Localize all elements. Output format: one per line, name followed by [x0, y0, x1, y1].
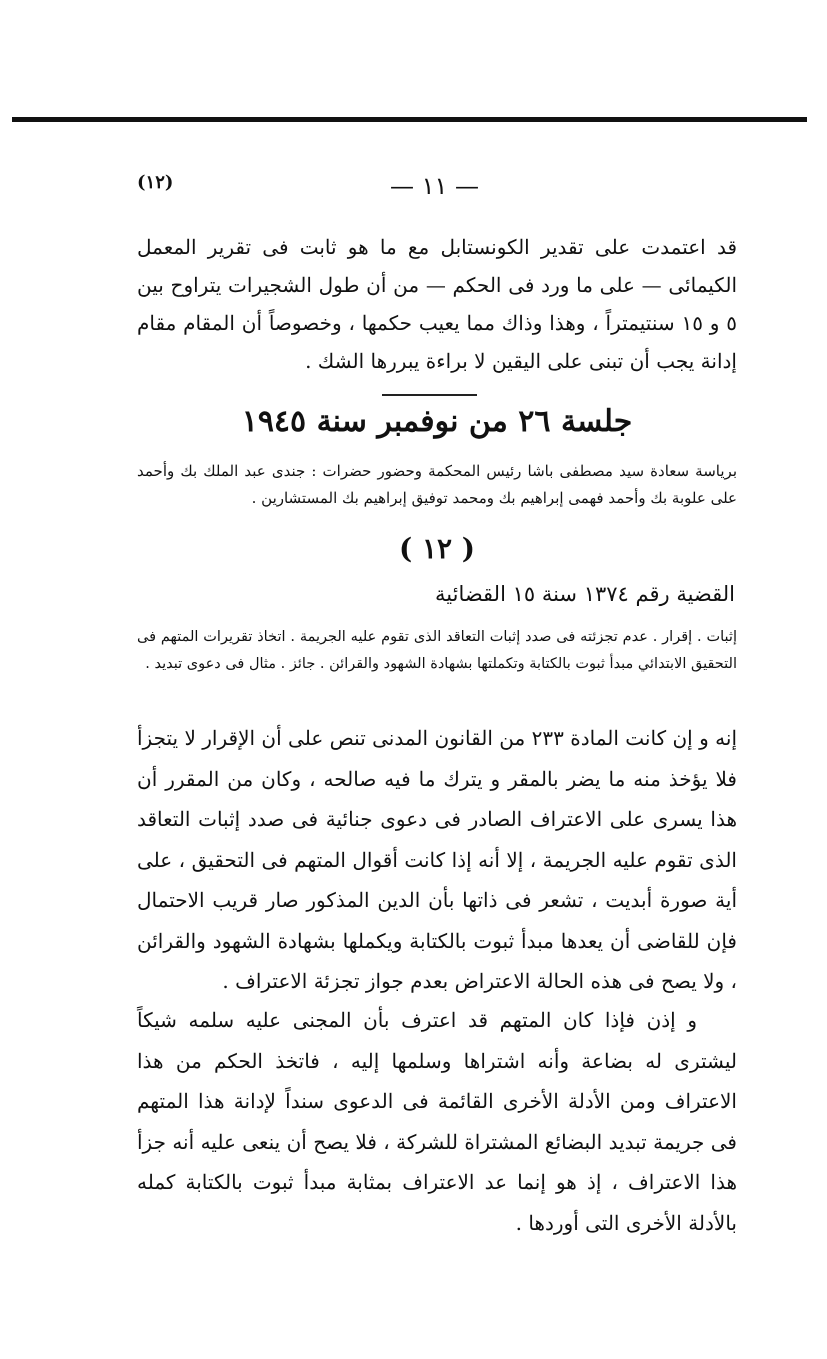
session-title: جلسة ٢٦ من نوفمبر سنة ١٩٤٥ — [241, 404, 633, 439]
ruling-paragraph-1: إنه و إن كانت المادة ٢٣٣ من القانون المدنى تنص على أن الإقرار لا يتجزأ فلا يؤخذ منه ما يضر بالمقر و يترك ما فيه صالحه ، وكان من المقرر أن هذا يسرى على الاعتراف الصادر فى دعوى جنائية فى صدد إثبات التعاقد الذى تقوم عليه الجريمة ، إلا أنه إذا كانت أقوال المتهم فى التحقيق ، على أية صورة أبديت ، تشعر فى ذاتها بأن الدين المذكور صار قريب الاحتمال فإن للقاضى أن يعدها مبدأ ثبوت بالكتابة ويكملها بشهادة الشهود والقرائن ، ولا يصح فى هذه الحالة الاعتراض بعدم جواز تجزئة الاعتراف . — [137, 726, 738, 993]
ruling-paragraph-2: و إذن فإذا كان المتهم قد اعترف بأن المجنى عليه سلمه شيكاً ليشترى له بضاعة وأنه اشتراها وسلمها إليه ، فاتخذ الحكم من هذا الاعتراف ومن الأدلة الأخرى القائمة فى الدعوى سنداً لإدانة هذا المتهم فى جريمة تبديد البضائع المشتراة للشركة ، فلا يصح أن ينعى عليه أنه جزأ هذا الاعتراف ، إذ هو إنما عد الاعتراف بمثابة مبدأ ثبوت بالكتابة كمله بالأدلة الأخرى التى أوردها . — [137, 1008, 737, 1235]
case-number-heading: ( ١٢ ) — [398, 532, 476, 565]
case-summary: إثبات . إقرار . عدم تجزئته فى صدد إثبات التعاقد الذى تقوم عليه الجريمة . اتخاذ تقريرات المتهم فى التحقيق الابتدائي مبدأ ثبوت بالكتابة وتكملتها بشهادة الشهود والقرائن . جائز . مثال فى دعوى تبديد . — [137, 629, 737, 672]
case-reference: القضية رقم ١٣٧٤ سنة ١٥ القضائية — [435, 582, 735, 606]
session-presidency: برياسة سعادة سيد مصطفى باشا رئيس المحكمة وحضور حضرات : جندى عبد الملك بك وأحمد على علوبة بك وأحمد فهمى إبراهيم بك ومحمد توفيق إبراهيم بك المستشارين . — [137, 462, 737, 507]
section-divider — [382, 394, 477, 396]
running-case-number: (١٢) — [137, 172, 174, 193]
paragraph-continuation: قد اعتمدت على تقدير الكونستابل مع ما هو ثابت فى تقرير المعمل الكيمائى — على ما ورد فى الحكم — من أن طول الشجيرات يتراوح بين ٥ و ١٥ سنتيمتراً ، وهذا وذاك مما يعيب حكمها ، وخصوصاً أن المقام مقام إدانة يجب أن تبنى على اليقين لا براءة يبررها الشك . — [137, 235, 738, 373]
running-head — [0, 172, 827, 202]
top-rule — [12, 117, 807, 122]
page-number: — ١١ — — [390, 172, 480, 200]
